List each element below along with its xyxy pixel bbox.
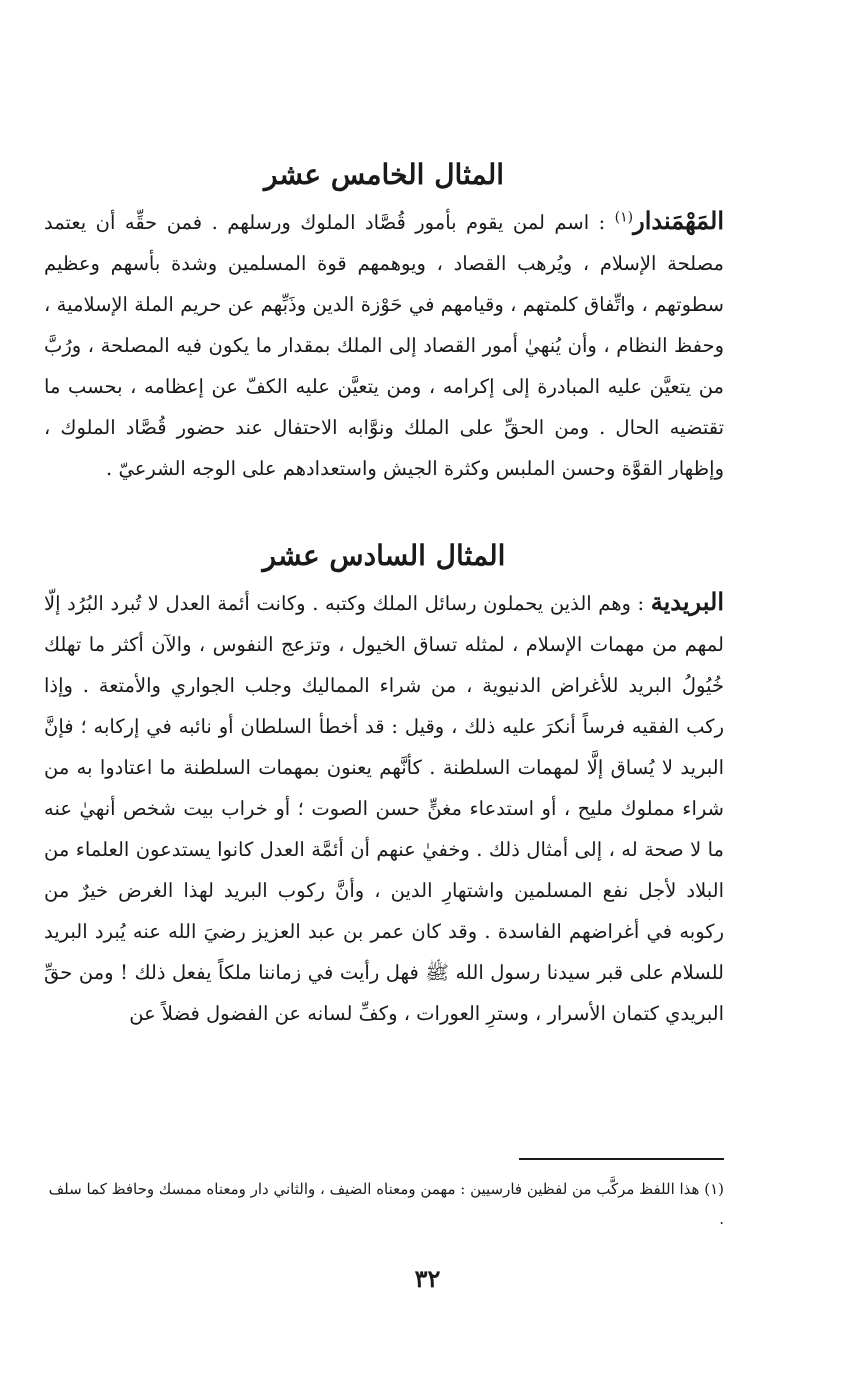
section-title-16: المثال السادس عشر bbox=[262, 539, 506, 572]
footnote-reference[interactable]: (١) bbox=[614, 209, 634, 226]
paragraph-text: : وهم الذين يحملون رسائل الملك وكتبه . وكانت أئمة العدل لا تُبرد البُرُد إلّا لمهم من مهمات الإسلام ، لمثله تساق الخيول ، وتزعج النفوس ، والآن أكثر ما تهلك خُيُولُ البريد للأغراض الدنيوية ، من شراء المماليك وجلب الجواري والأمتعة . وإذا ركب الفقيه فرساً أنكرَ عليه ذلك ، وقيل : قد أخطأ السلطان أو نائبه في إركابه ؛ فإنَّ البريد لا يُساق إلَّا لمهمات السلطنة . كأنَّهم يعنون بمهمات السلطنة ما اعتادوا به من شراء مملوك مليح ، أو استدعاء مغنٍّ حسن الصوت ؛ أو خراب بيت شخص أنهيٰ عنه ما لا صحة له ، إلى أمثال ذلك . وخفيٰ عنهم أن أئمَّة العدل كانوا يستدعون العلماء من البلاد لأجل نفع المسلمين واشتهارِ الدين ، وأنَّ ركوب البريد لهذا الغرض خيرٌ من ركوبه في أغراضهم الفاسدة . وقد كان عمر بن عبد العزيز رضيَ الله عنه يُبرد البريد للسلام على قبر سيدنا رسول الله ﷺ فهل رأيت في زماننا ملكاً يفعل ذلك ! ومن حقِّ البريدي كتمان الأسرار ، وسترِ العورات ، وكفِّ لسانه عن الفضول فضلاً عن bbox=[44, 592, 724, 1025]
paragraph-text: : اسم لمن يقوم بأمور قُصَّاد الملوك ورسلهم . فمن حقِّه أن يعتمد مصلحة الإسلام ، ويُرهب القصاد ، ويوهمهم قوة المسلمين وشدة بأسهم وعظيم سطوتهم ، واتِّفاق كلمتهم ، وقيامهم في حَوْزة الدين وذَبِّهم عن حريم الملة الإسلامية ، وحفظ النظام ، وأن يُنهيٰ أمور القصاد إلى الملك بمقدار ما يكون فيه المصلحة ، ورُبَّ من يتعيَّن عليه المبادرة إلى إكرامه ، ومن يتعيَّن عليه الكفّ عن إعظامه ، بحسب ما تقتضيه الحال . ومن الحقِّ على الملك ونوَّابه الاحتفال عند حضور قُصَّاد الملوك ، وإظهار القوَّة وحسن الملبس وكثرة الجيش واستعدادهم على الوجه الشرعيّ . bbox=[44, 211, 724, 480]
paragraph-mihmandar bbox=[44, 200, 724, 489]
term-baridiya: البريدية bbox=[650, 587, 724, 616]
page-number: ٣٢ bbox=[414, 1264, 441, 1293]
page-body bbox=[44, 150, 724, 1034]
footnote-text: (١) هذا اللفظ مركَّب من لفظين فارسيين : مهمن ومعناه الضيف ، والثاني دار ومعناه ممسك وحافظ كما سلف . bbox=[48, 1180, 724, 1228]
section-title-15: المثال الخامس عشر bbox=[263, 158, 505, 191]
term-mihmandar: المَهْمَندار bbox=[633, 206, 724, 235]
footnote-divider bbox=[519, 1158, 724, 1160]
paragraph-baridiya bbox=[44, 581, 724, 1034]
